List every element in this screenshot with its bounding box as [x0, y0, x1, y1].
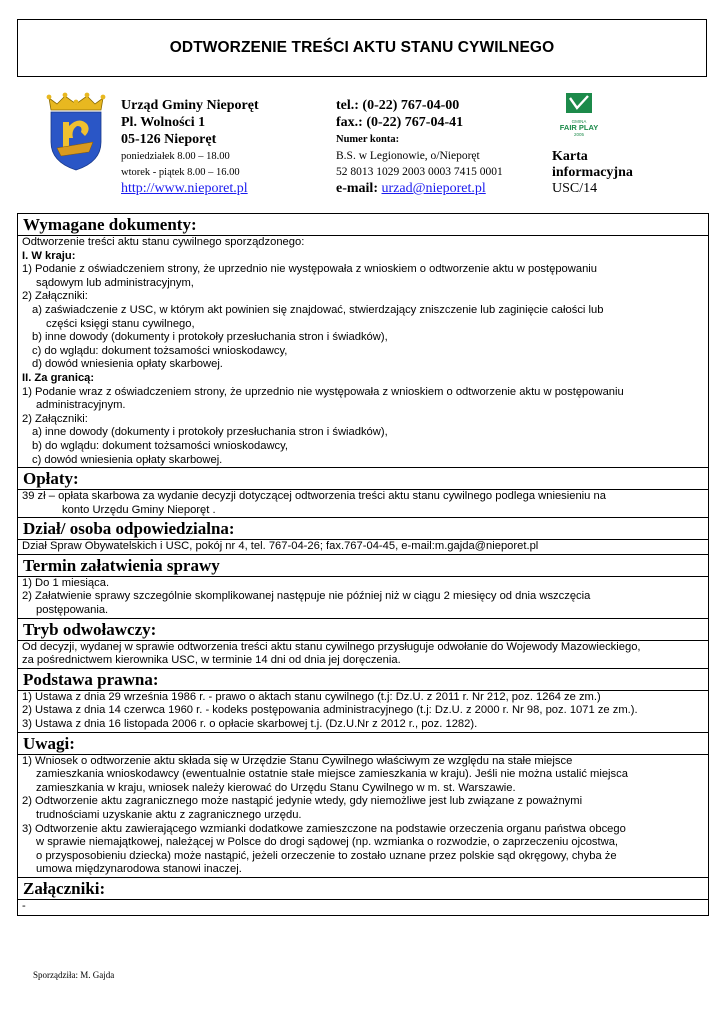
text-line: c) do wglądu: dokument tożsamości wnioskodawcy,: [32, 344, 288, 357]
text-line: -: [22, 899, 26, 912]
section-body-department: [18, 540, 708, 554]
text-line: 2) Załatwienie sprawy szczególnie skomplikowanej następuje nie później niż w ciągu 2 miesięcy od dnia wszczęcia: [22, 590, 591, 603]
text-line: administracyjnym.: [36, 399, 126, 412]
website-link[interactable]: http://www.nieporet.pl: [121, 181, 248, 196]
section-body-notes: [18, 755, 708, 877]
text-line: 1) Do 1 miesiąca.: [22, 576, 110, 589]
text-line: 1) Ustawa z dnia 29 września 1986 r. - prawo o aktach stanu cywilnego (t.j: Dz.U. z 2011 r. Nr 212, poz. 1264 ze zm.): [22, 690, 601, 703]
section-heading-attachments: Załączniki:: [18, 877, 708, 900]
bank-name: B.S. w Legionowie, o/Nieporęt: [336, 150, 480, 162]
text-line: trudnościami uzyskanie aktu z zagranicznego urzędu.: [36, 809, 302, 821]
text-line: I. W kraju:: [22, 249, 76, 262]
footer-author: Sporządziła: M. Gajda: [33, 970, 115, 980]
fax: fax.: (0-22) 767-04-41: [336, 115, 464, 130]
text-line: II. Za granicą:: [22, 371, 95, 384]
text-line: za pośrednictwem kierownika USC, w terminie 14 dni od dnia jej doręczenia.: [22, 654, 401, 667]
text-line: 2) Ustawa z dnia 14 czerwca 1960 r. - kodeks postępowania administracyjnego (t.j: Dz.U. z 2000 r. Nr 98, poz. 1071 ze zm.).: [22, 704, 638, 717]
phone: tel.: (0-22) 767-04-00: [336, 98, 460, 113]
account-label: Numer konta:: [336, 134, 400, 145]
text-line: b) do wglądu: dokument tożsamości wnioskodawcy,: [32, 439, 288, 452]
text-line: d) dowód wniesienia opłaty skarbowej.: [32, 358, 223, 371]
section-heading-documents: Wymagane dokumenty:: [18, 214, 708, 236]
text-line: 2) Odtworzenie aktu zagranicznego może nastąpić jedynie wtedy, gdy niemożliwe jest lub związane z poważnymi: [22, 795, 583, 808]
text-line: 3) Odtworzenie aktu zawierającego wzmianki dodatkowe zamieszczone na podstawie orzeczenia organu państwa obcego: [22, 822, 626, 835]
fair-play-year: 2005: [573, 132, 584, 137]
section-heading-term: Termin załatwienia sprawy: [18, 554, 708, 577]
text-line: c) dowód wniesienia opłaty skarbowej.: [32, 453, 223, 466]
info-table: [17, 213, 709, 916]
office-street: Pl. Wolności 1: [121, 115, 206, 130]
text-line: 2) Załączniki:: [22, 290, 88, 303]
fair-play-mark-icon: [565, 92, 593, 114]
text-line: zamieszkania w kraju, wniosek należy kierować do Urzędu Stanu Cywilnego w m. st. Warszawie.: [36, 781, 516, 794]
text-line: 39 zł – opłata skarbowa za wydanie decyzji dotyczącej odtworzenia treści aktu stanu cywilnego podlega wniesieniu na: [22, 490, 606, 503]
text-line: a) inne dowody (dokumenty i protokoły przesłuchania stron i świadków),: [32, 426, 388, 439]
text-line: konto Urzędu Gminy Nieporęt .: [62, 503, 216, 516]
text-line: części księgi stanu cywilnego,: [46, 317, 195, 330]
section-heading-department: Dział/ osoba odpowiedzialna:: [18, 517, 708, 540]
section-heading-appeal: Tryb odwoławczy:: [18, 618, 708, 641]
text-line: umowa międzynarodowa stanowi inaczej.: [36, 863, 242, 876]
office-name: Urząd Gminy Nieporęt: [121, 98, 259, 113]
text-line: w sprawie niemajątkowej, należącej w Polsce do drogi sądowej (np. wzmianka o rozwodzie, o zaprzeczeniu ojcostwa,: [36, 836, 619, 849]
email-link[interactable]: urzad@nieporet.pl: [381, 181, 486, 196]
section-body-term: [18, 577, 708, 618]
office-hours-weekdays: wtorek - piątek 8.00 – 16.00: [121, 167, 240, 178]
page-title: ODTWORZENIE TREŚCI AKTU STANU CYWILNEGO: [169, 39, 555, 56]
card-code: USC/14: [552, 181, 598, 196]
text-line: postępowania.: [36, 604, 109, 617]
section-body-fees: [18, 490, 708, 517]
text-line: b) inne dowody (dokumenty i protokoły przesłuchania stron i świadków),: [32, 331, 388, 344]
card-label-1: Karta: [552, 149, 588, 164]
title-box: [17, 19, 707, 77]
card-label-2: informacyjna: [552, 165, 633, 180]
email-row: e-mail: urzad@nieporet.pl: [336, 181, 486, 196]
text-line: a) zaświadczenie z USC, w którym akt powinien się znajdować, stwierdzający zniszczenie lub zaginięcie całości lub: [32, 303, 604, 316]
section-body-appeal: [18, 641, 708, 668]
text-line: Od decyzji, wydanej w sprawie odtworzenia treści aktu stanu cywilnego przysługuje odwołanie do Wojewody Mazowieckiego,: [22, 640, 641, 653]
text-line: Dział Spraw Obywatelskich i USC, pokój nr 4, tel. 767-04-26; fax.767-04-45, e-mail:m.gajda@nieporet.pl: [22, 540, 539, 553]
text-line: 2) Załączniki:: [22, 412, 88, 425]
section-heading-legal: Podstawa prawna:: [18, 668, 708, 691]
text-line: 1) Wniosek o odtworzenie aktu składa się w Urzędzie Stanu Cywilnego właściwym ze względu na stałe miejsce: [22, 754, 573, 767]
text-line: sądowym lub administracyjnym,: [36, 276, 194, 289]
section-body-documents: [18, 236, 708, 467]
section-body-legal: [18, 691, 708, 732]
text-line: 3) Ustawa z dnia 16 listopada 2006 r. o opłacie skarbowej t.j. (Dz.U.Nr z 2012 r., poz. 1282).: [22, 718, 478, 731]
text-line: 1) Podanie z oświadczeniem strony, że uprzednio nie występowała z wnioskiem o odtworzenie aktu w postępowaniu: [22, 263, 598, 276]
account-number: 52 8013 1029 2003 0003 7415 0001: [336, 166, 503, 178]
text-line: o przysposobieniu dziecka) może nastąpić, jeżeli orzeczenie to zostało uznane przez polskie sąd okręgowy, chyba że: [36, 849, 617, 862]
fair-play-logo: [553, 92, 605, 137]
fair-play-name: FAIR PLAY: [559, 123, 599, 132]
section-heading-notes: Uwagi:: [18, 732, 708, 755]
section-heading-fees: Opłaty:: [18, 467, 708, 490]
fair-play-small: GMINA: [571, 119, 587, 124]
office-hours-monday: poniedziałek 8.00 – 18.00: [121, 151, 230, 162]
text-line: 1) Podanie wraz z oświadczeniem strony, że uprzednio nie występowała z wnioskiem o odtworzenie aktu w postępowaniu: [22, 385, 624, 398]
text-line: Odtworzenie treści aktu stanu cywilnego sporządzonego:: [22, 236, 305, 248]
text-line: zamieszkania wnioskodawcy (ewentualnie ostatnie stałe miejsce zamieszkania w kraju). Jeśli nie można ustalić miejsca: [36, 768, 628, 781]
email-label: e-mail: [336, 181, 374, 196]
section-body-attachments: [18, 900, 708, 915]
office-postal: 05-126 Nieporęt: [121, 132, 217, 147]
coat-of-arms-icon: [43, 90, 109, 172]
